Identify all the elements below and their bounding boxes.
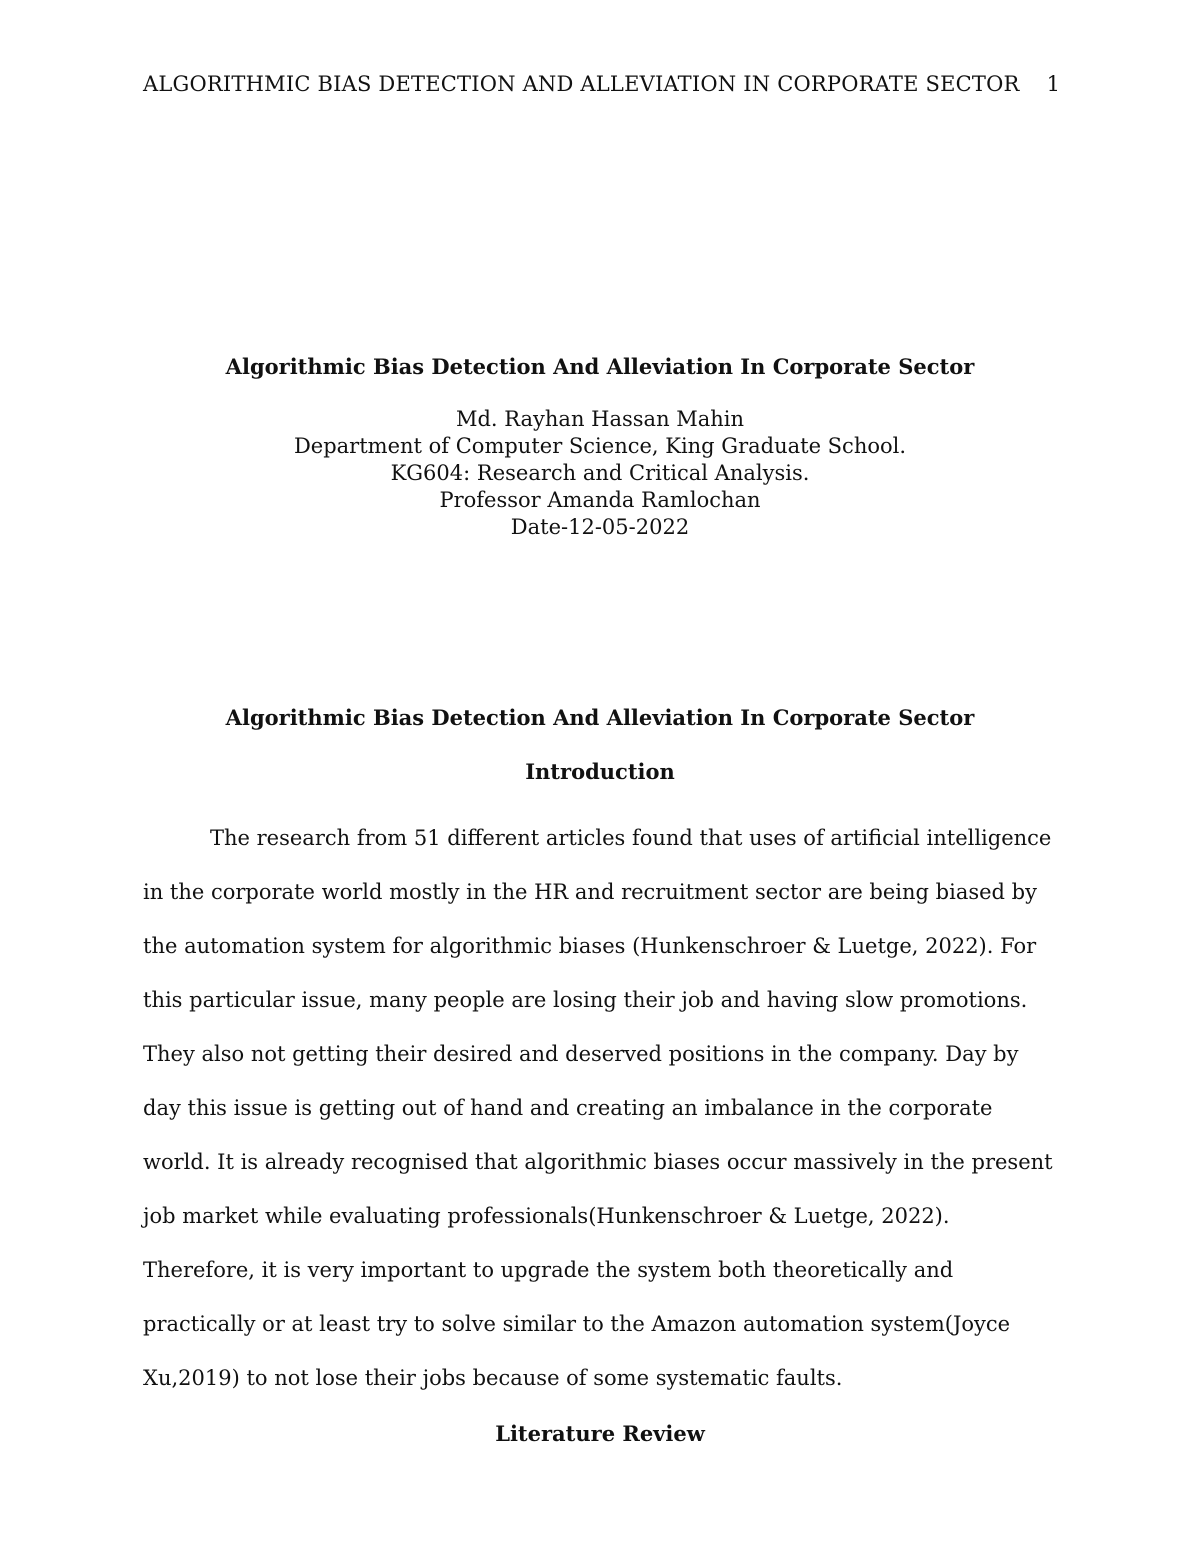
author-name: Md. Rayhan Hassan Mahin [455,407,745,431]
page-number: 1 [1046,72,1060,96]
running-head: ALGORITHMIC BIAS DETECTION AND ALLEVIATION IN CORPORATE SECTOR [143,72,1020,96]
introduction-paragraph: The research from 51 different articles found that uses of artificial intelligence in the corporate world mostly in the HR and recruitment sector are being biased by the automation system for algorithmic biases (Hunkenschroer & Luetge, 2022). For this particular issue, many people are losing their job and having slow promotions. They also not getting their desired and deserved positions in the company. Day by day this issue is getting out of hand and creating an imbalance in the corporate world. It is already recognised that algorithmic biases occur massively in the present job market while evaluating professionals(Hunkenschroer & Luetge, 2022). Therefore, it is very important to upgrade the system both theoretically and practically or at least try to solve similar to the Amazon automation system(Joyce Xu,2019) to not lose their jobs because of some systematic faults. [143,826,1053,1390]
body-block [143,703,1057,1449]
date: Date-12-05-2022 [510,515,690,539]
course: KG604: Research and Critical Analysis. [390,461,810,485]
literature-review-heading: Literature Review [495,1421,705,1446]
main-heading: Algorithmic Bias Detection And Alleviation In Corporate Sector [225,705,975,730]
introduction-heading: Introduction [525,759,675,784]
professor: Professor Amanda Ramlochan [439,488,761,512]
paper-title: Algorithmic Bias Detection And Alleviation In Corporate Sector [225,354,975,379]
department: Department of Computer Science, King Graduate School. [293,434,907,458]
title-block [0,352,1200,541]
